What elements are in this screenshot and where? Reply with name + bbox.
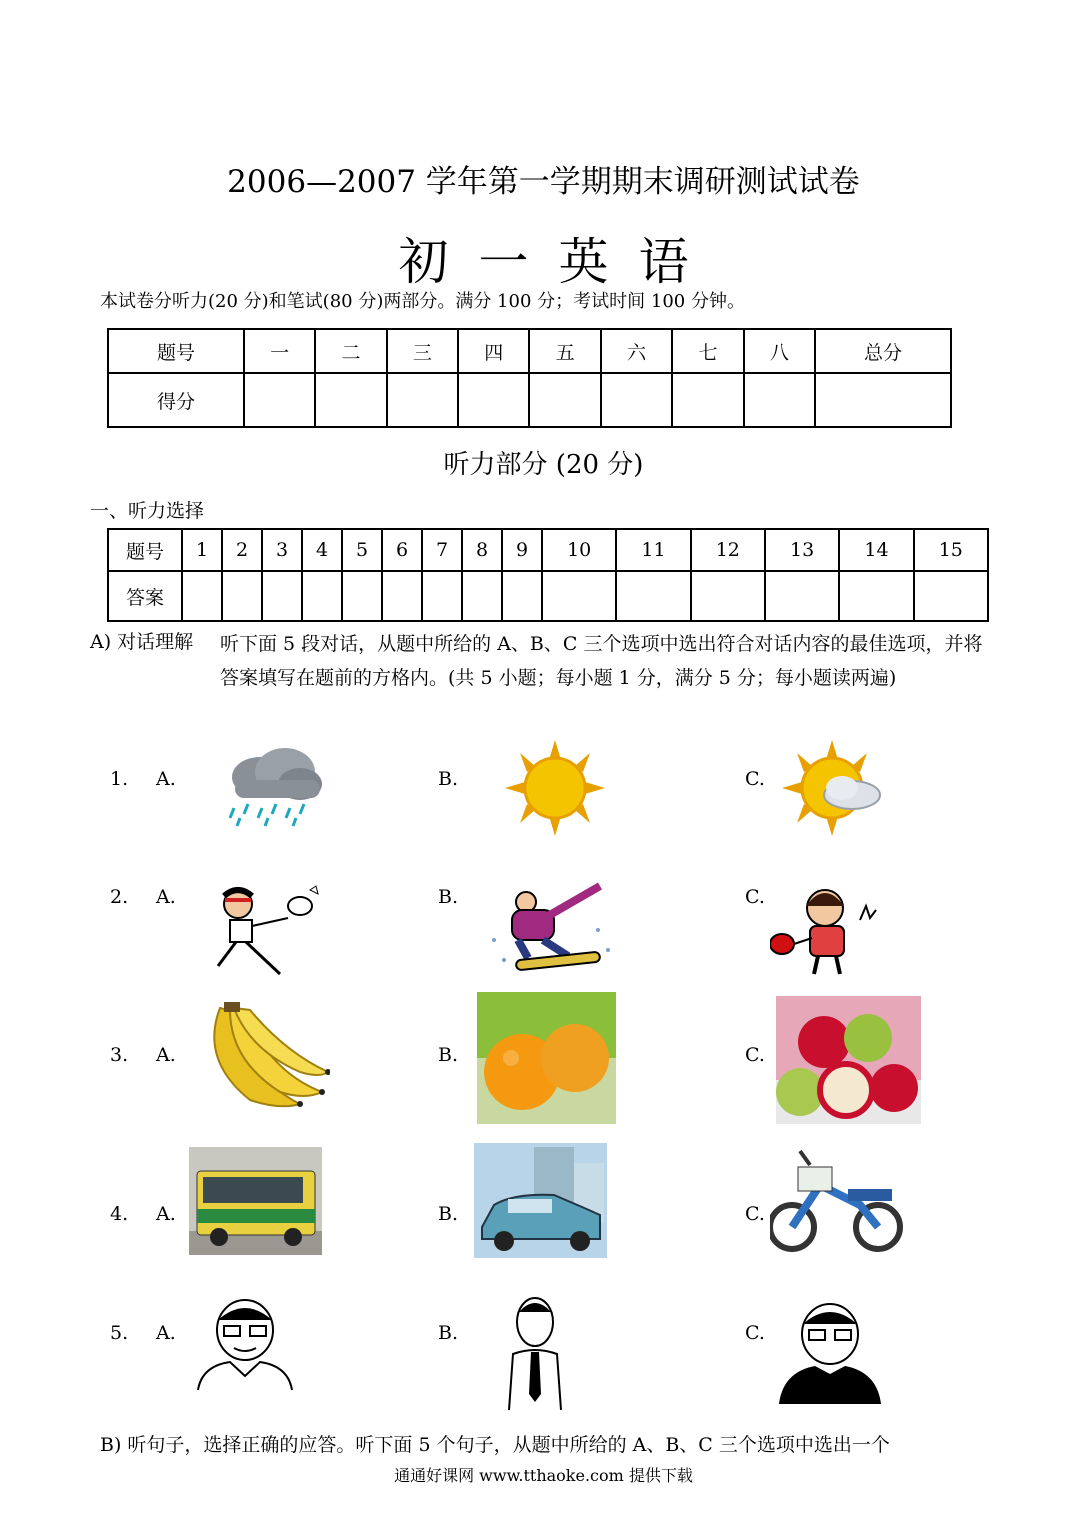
- answer-num: 9: [502, 529, 542, 571]
- listening-heading: 听力部分 (20 分): [443, 450, 644, 480]
- answer-num: 3: [262, 529, 302, 571]
- bananas-image: [190, 1000, 330, 1112]
- part-b-instructions: B) 听句子，选择正确的应答。听下面 5 个句子，从题中所给的 A、B、C 三个选项中选出一个: [100, 1434, 890, 1456]
- apples-image: [776, 996, 921, 1124]
- sun-icon: [505, 740, 605, 836]
- answer-cell[interactable]: [765, 571, 839, 621]
- answer-cell[interactable]: [422, 571, 462, 621]
- option-label: A.: [156, 1322, 176, 1344]
- answer-num: 2: [222, 529, 262, 571]
- option-label: B.: [438, 768, 459, 790]
- answer-num: 14: [839, 529, 913, 571]
- answer-num: 5: [342, 529, 382, 571]
- question-number: 1.: [110, 768, 129, 790]
- score-col: 四: [458, 329, 529, 373]
- answer-num: 8: [462, 529, 502, 571]
- answer-table: [107, 528, 989, 622]
- score-col: 五: [529, 329, 600, 373]
- badminton-player-icon: [208, 882, 328, 982]
- answer-cell[interactable]: [914, 571, 988, 621]
- answer-row-label: 答案: [108, 571, 182, 621]
- score-col: 一: [244, 329, 315, 373]
- option-label: C.: [745, 886, 765, 908]
- part-a-label: A) 对话理解: [90, 631, 194, 653]
- answer-num: 4: [302, 529, 342, 571]
- answer-cell[interactable]: [616, 571, 690, 621]
- score-cell[interactable]: [244, 373, 315, 427]
- answer-cell[interactable]: [302, 571, 342, 621]
- score-cell[interactable]: [672, 373, 743, 427]
- man-tie-icon: [505, 1294, 565, 1412]
- answer-num: 6: [382, 529, 422, 571]
- answer-cell[interactable]: [462, 571, 502, 621]
- man-glasses-shirt-icon: [190, 1296, 300, 1391]
- score-cell[interactable]: [815, 373, 951, 427]
- taxi-image: [474, 1143, 607, 1258]
- sun-cloud-icon: [782, 740, 882, 836]
- question-number: 3.: [110, 1044, 129, 1066]
- section-one-label: 一、听力选择: [90, 500, 205, 522]
- answer-num: 10: [542, 529, 616, 571]
- score-cell[interactable]: [387, 373, 458, 427]
- answer-cell[interactable]: [342, 571, 382, 621]
- score-col: 三: [387, 329, 458, 373]
- answer-cell[interactable]: [262, 571, 302, 621]
- option-label: B.: [438, 1322, 459, 1344]
- answer-cell[interactable]: [542, 571, 616, 621]
- rain-cloud-icon: [220, 742, 325, 827]
- score-cell[interactable]: [315, 373, 386, 427]
- answer-num: 11: [616, 529, 690, 571]
- score-col: 总分: [815, 329, 951, 373]
- part-a-instructions: 听下面 5 段对话，从题中所给的 A、B、C 三个选项中选出符合对话内容的最佳选项，并将答案填写在题前的方格内。(共 5 小题；每小题 1 分，满分 5 分；每小题读两遍): [220, 633, 983, 689]
- man-glasses-dark-shirt-icon: [775, 1300, 885, 1406]
- option-label: B.: [438, 1044, 459, 1066]
- answer-cell[interactable]: [222, 571, 262, 621]
- answer-num: 15: [914, 529, 988, 571]
- exam-intro: 本试卷分听力(20 分)和笔试(80 分)两部分。满分 100 分；考试时间 100 分钟。: [100, 291, 745, 312]
- score-cell[interactable]: [529, 373, 600, 427]
- answer-cell[interactable]: [382, 571, 422, 621]
- option-label: C.: [745, 1322, 765, 1344]
- option-label: C.: [745, 1203, 765, 1225]
- answer-cell[interactable]: [839, 571, 913, 621]
- score-cell[interactable]: [744, 373, 815, 427]
- score-col: 七: [672, 329, 743, 373]
- electric-bike-image: [770, 1145, 905, 1257]
- option-label: A.: [156, 1203, 176, 1225]
- answer-num: 13: [765, 529, 839, 571]
- page-footer: 通通好课网 www.tthaoke.com 提供下载: [394, 1466, 693, 1485]
- subject-title: 初一英语: [398, 233, 719, 291]
- answer-cell[interactable]: [691, 571, 765, 621]
- option-label: A.: [156, 1044, 176, 1066]
- bus-image: [189, 1147, 322, 1255]
- option-label: B.: [438, 886, 459, 908]
- answer-num: 12: [691, 529, 765, 571]
- oranges-image: [477, 992, 616, 1124]
- answer-num: 7: [422, 529, 462, 571]
- score-header-label: 题号: [108, 329, 244, 373]
- score-cell[interactable]: [601, 373, 672, 427]
- score-col: 二: [315, 329, 386, 373]
- question-number: 2.: [110, 886, 129, 908]
- answer-cell[interactable]: [502, 571, 542, 621]
- option-label: C.: [745, 768, 765, 790]
- snowboarder-icon: [488, 880, 613, 978]
- question-number: 5.: [110, 1322, 129, 1344]
- score-col: 六: [601, 329, 672, 373]
- exam-title: 2006—2007 学年第一学期期末调研测试试卷: [227, 164, 860, 200]
- score-table: [107, 328, 952, 428]
- answer-header-label: 题号: [108, 529, 182, 571]
- table-tennis-player-icon: [770, 880, 885, 978]
- option-label: B.: [438, 1203, 459, 1225]
- score-col: 八: [744, 329, 815, 373]
- score-cell[interactable]: [458, 373, 529, 427]
- option-label: A.: [156, 886, 176, 908]
- option-label: A.: [156, 768, 176, 790]
- answer-cell[interactable]: [182, 571, 222, 621]
- option-label: C.: [745, 1044, 765, 1066]
- question-number: 4.: [110, 1203, 129, 1225]
- answer-num: 1: [182, 529, 222, 571]
- score-row-label: 得分: [108, 373, 244, 427]
